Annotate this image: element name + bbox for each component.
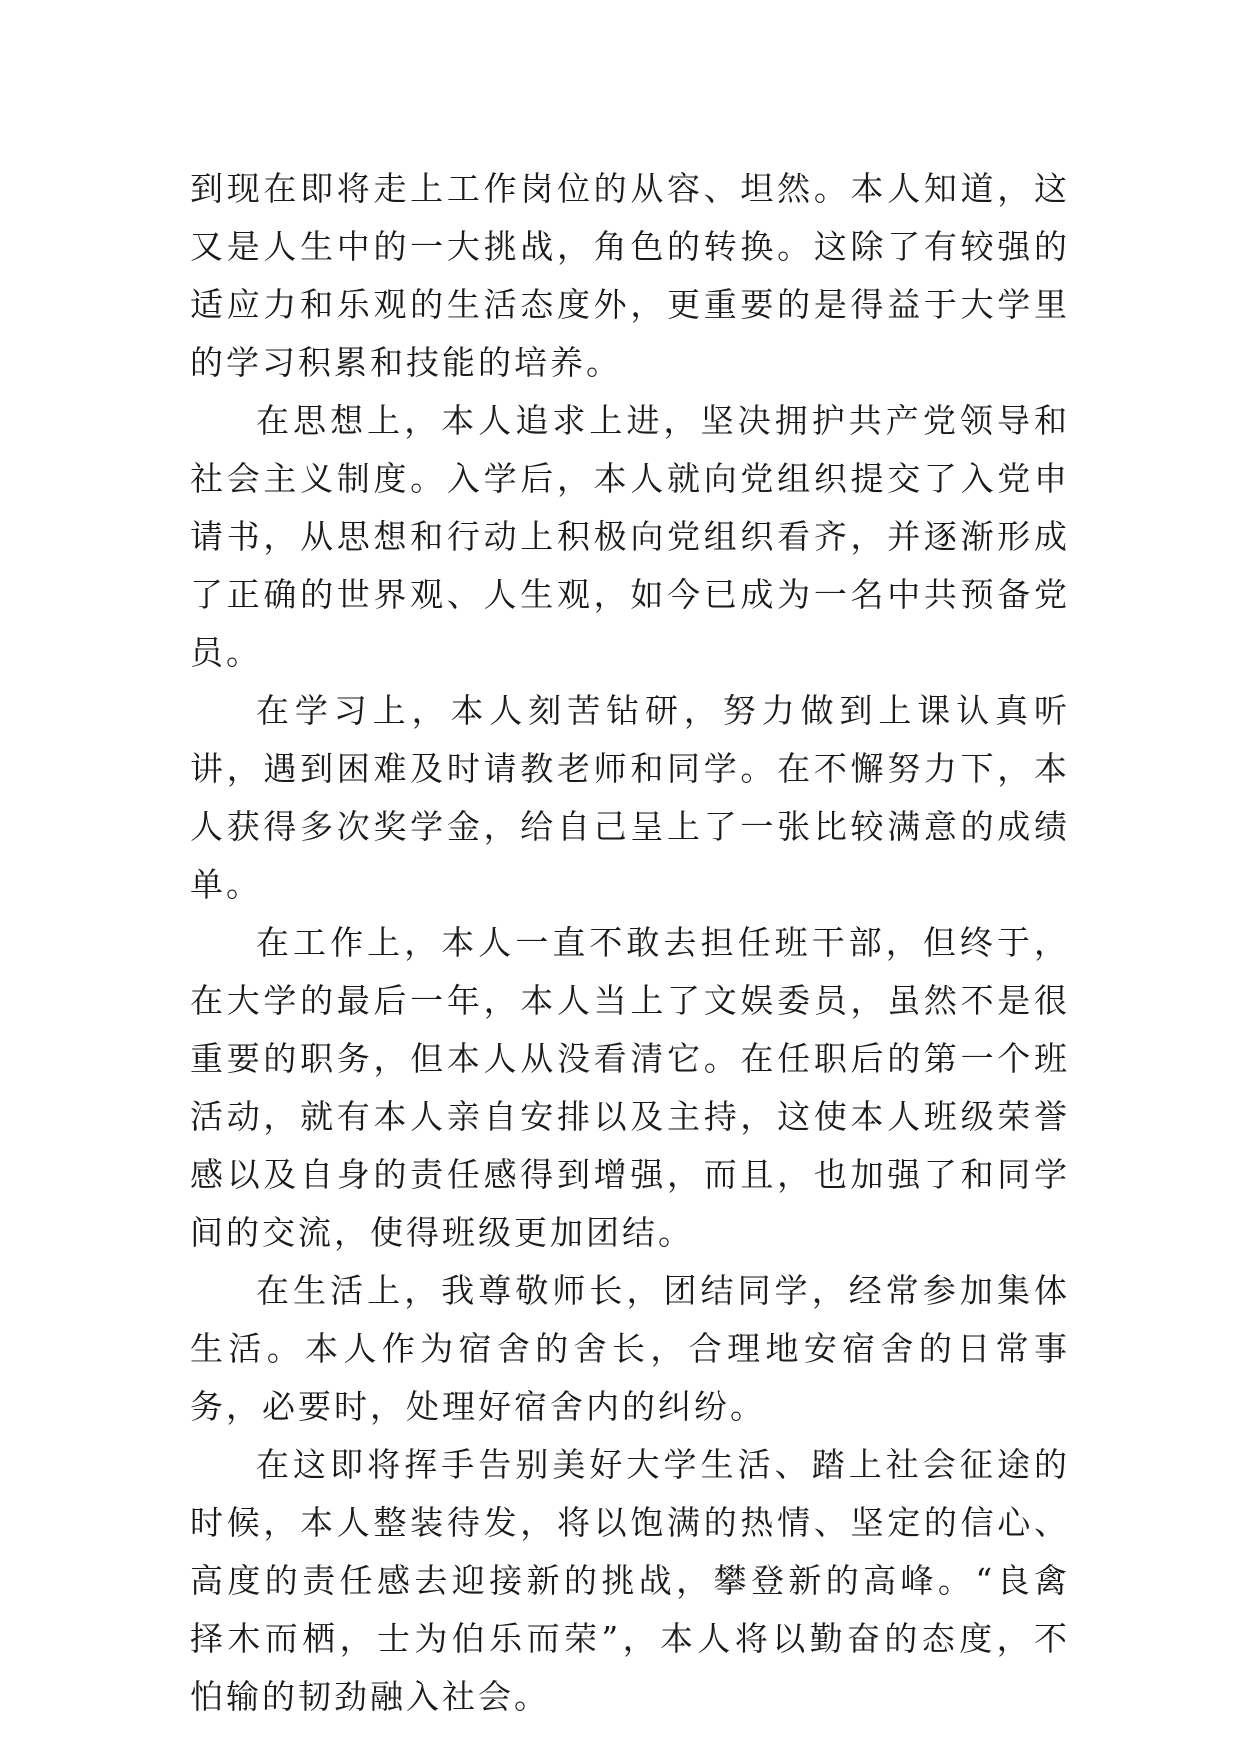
paragraph-work: 在工作上，本人一直不敢去担任班干部，但终于，在大学的最后一年，本人当上了文娱委员，虽然不是很重要的职务，但本人从没看清它。在任职后的第一个班活动，就有本人亲自安排以及主持，这使本人班级荣誉感以及自身的责任感得到增强，而且，也加强了和同学间的交流，使得班级更加团结。: [190, 923, 1070, 1252]
paragraph-continuation: 到现在即将走上工作岗位的从容、坦然。本人知道，这又是人生中的一大挑战，角色的转换。这除了有较强的适应力和乐观的生活态度外，更重要的是得益于大学里的学习积累和技能的培养。: [190, 169, 1070, 382]
paragraph-life: 在生活上，我尊敬师长，团结同学，经常参加集体生活。本人作为宿舍的舍长，合理地安宿舍的日常事务，必要时，处理好宿舍内的纠纷。: [190, 1271, 1070, 1426]
document-body: [190, 160, 1070, 1726]
paragraph-ideology: 在思想上，本人追求上进，坚决拥护共产党领导和社会主义制度。入学后，本人就向党组织提交了入党申请书，从思想和行动上积极向党组织看齐，并逐渐形成了正确的世界观、人生观，如今已成为一名中共预备党员。: [190, 401, 1070, 672]
paragraph-conclusion: 在这即将挥手告别美好大学生活、踏上社会征途的时候，本人整装待发，将以饱满的热情、坚定的信心、高度的责任感去迎接新的挑战，攀登新的高峰。“良禽择木而栖，士为伯乐而荣”，本人将以勤奋的态度，不怕输的韧劲融入社会。: [190, 1445, 1070, 1716]
paragraph-study: 在学习上，本人刻苦钻研，努力做到上课认真听讲，遇到困难及时请教老师和同学。在不懈努力下，本人获得多次奖学金，给自己呈上了一张比较满意的成绩单。: [190, 691, 1070, 904]
